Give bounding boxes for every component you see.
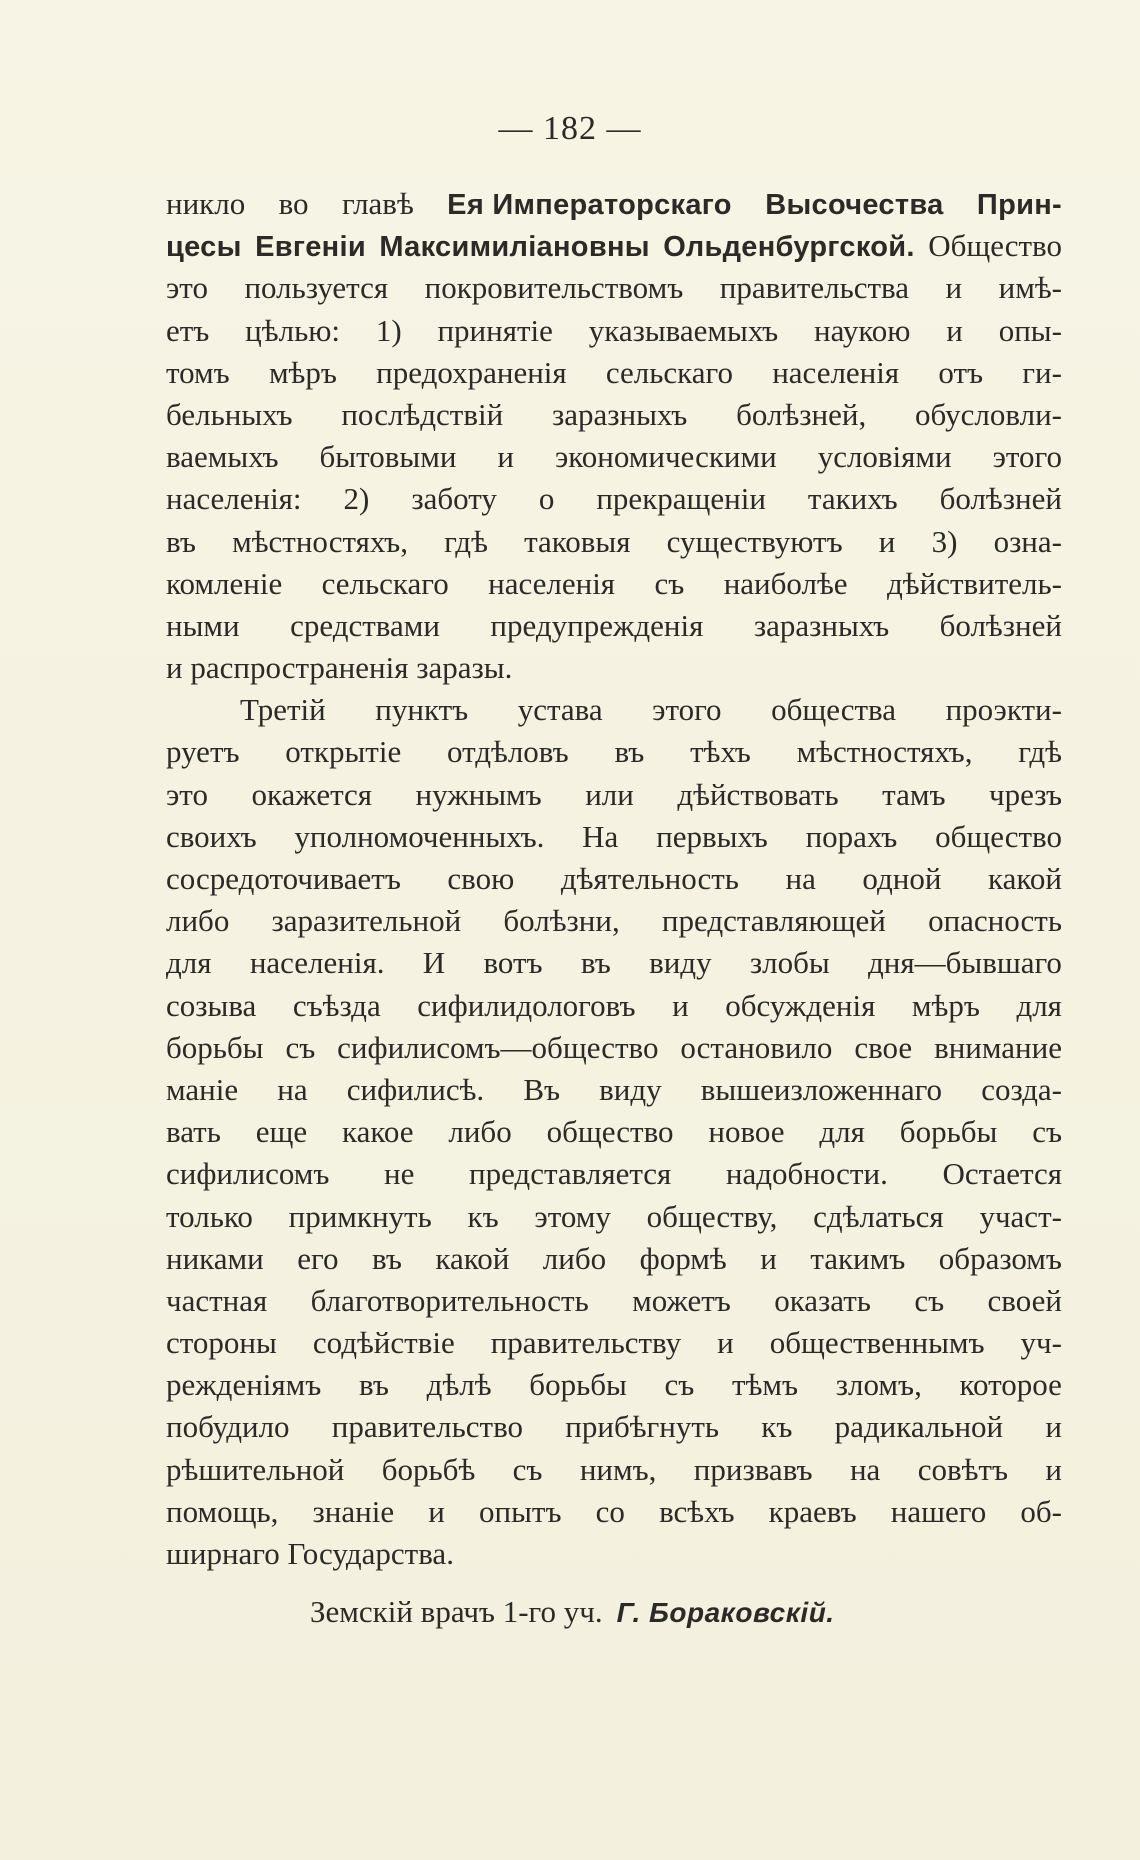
word: бельныхъ: [166, 396, 293, 432]
text-line: [166, 1027, 1062, 1069]
word: уч-: [1020, 1325, 1062, 1361]
word: средствами: [290, 607, 440, 643]
word: заразныхъ: [753, 607, 890, 643]
word: одной: [862, 861, 942, 896]
word: борьбѣ: [381, 1451, 476, 1487]
word: къ: [761, 1409, 793, 1445]
word: стороны: [166, 1325, 277, 1361]
word: частная: [166, 1282, 268, 1318]
paragraph-2: [166, 689, 1062, 1575]
word: дѣйствовать: [677, 776, 839, 812]
word: Евгеніи: [255, 231, 366, 264]
word: гдѣ: [1018, 734, 1062, 770]
word: на: [849, 1451, 881, 1487]
word: населенія: [772, 354, 900, 390]
word: въ: [614, 734, 645, 770]
word: правительства: [719, 270, 910, 306]
word: населенія:: [166, 481, 302, 517]
word: оказать: [774, 1282, 871, 1318]
word: виду: [649, 945, 712, 981]
word: для: [819, 1114, 865, 1150]
word: сельскаго: [321, 565, 449, 601]
word: нимъ,: [579, 1451, 657, 1487]
word: радикальной: [834, 1409, 1004, 1445]
word: сифилисѣ.: [346, 1071, 485, 1107]
word: участ-: [979, 1198, 1062, 1234]
word: его: [297, 1240, 339, 1276]
word: обусловли-: [915, 396, 1062, 432]
word: населенія.: [249, 945, 385, 981]
word: опытъ: [479, 1493, 562, 1529]
word: отдѣловъ: [446, 734, 569, 770]
word: свое: [854, 1029, 913, 1065]
word: тѣхъ: [690, 734, 751, 770]
word: надобности.: [725, 1156, 888, 1192]
word: сельскаго: [605, 354, 733, 390]
word: етъ: [166, 312, 210, 348]
word: обсужденія: [725, 987, 876, 1023]
word: образомъ: [938, 1240, 1062, 1276]
word: виду: [599, 1071, 662, 1107]
page-number: — 182 —: [498, 110, 642, 147]
word: опы-: [998, 312, 1062, 348]
word: заботу: [411, 481, 497, 517]
word: правительство: [331, 1409, 524, 1445]
word: никами: [166, 1240, 264, 1276]
word: предупрежденія: [490, 607, 704, 643]
word: пунктъ: [375, 692, 469, 728]
text-line: [166, 267, 1062, 309]
word: зломъ,: [835, 1367, 922, 1403]
word: Прин-: [976, 189, 1062, 221]
word: и: [878, 523, 896, 559]
word: мѣстностяхъ,: [232, 523, 408, 559]
text-line: [166, 1280, 1062, 1322]
word: опасность: [928, 903, 1062, 939]
word: болѣзней: [939, 607, 1062, 643]
word: еще: [255, 1114, 308, 1150]
word: И: [422, 945, 446, 981]
word: или: [585, 776, 634, 812]
word: какой: [988, 861, 1062, 896]
word: окажется: [251, 776, 373, 812]
word: вышеизложеннаго: [700, 1071, 943, 1107]
word: главѣ: [341, 186, 414, 221]
word: и: [717, 1325, 734, 1361]
word: съ: [285, 1029, 316, 1065]
word: прекращеніи: [596, 481, 766, 517]
word: таковыя: [524, 523, 631, 559]
word: и: [1045, 1409, 1062, 1445]
word: общества: [771, 692, 897, 728]
word: борьбы: [529, 1367, 627, 1403]
word: либо: [166, 903, 230, 939]
text-line: [166, 1322, 1062, 1364]
word: Ея Императорскаго: [447, 189, 732, 221]
word: съ: [512, 1451, 543, 1487]
text-block: [166, 183, 1062, 1575]
word: свою: [447, 861, 515, 896]
word: ги-: [1022, 354, 1062, 390]
word: комленіе: [166, 565, 283, 601]
word: въ: [166, 523, 196, 559]
word: это: [166, 776, 208, 812]
word: созыва: [166, 987, 257, 1023]
word: мѣръ: [911, 987, 980, 1023]
word: устава: [517, 692, 603, 728]
text-line: [166, 1069, 1062, 1111]
word: съ: [654, 565, 685, 601]
text-line: [166, 310, 1062, 352]
word: открытіе: [285, 734, 402, 770]
word: пользуется: [244, 270, 389, 306]
word: предохраненія: [376, 354, 567, 390]
word: Въ: [523, 1071, 561, 1107]
word: томъ: [166, 354, 230, 390]
word: болѣзней,: [736, 396, 867, 432]
word: указываемыхъ: [588, 312, 779, 348]
word: какой: [435, 1240, 510, 1276]
word: наукою: [814, 312, 911, 348]
word: формѣ: [639, 1240, 727, 1276]
word: ными: [166, 607, 240, 643]
word: и: [946, 312, 963, 348]
word: 3): [931, 523, 958, 559]
word: цѣлью:: [245, 312, 340, 348]
word: какое: [342, 1114, 414, 1150]
word: помощь,: [166, 1493, 279, 1529]
word: въ: [580, 945, 611, 981]
text-line: [166, 1533, 1062, 1575]
word: только: [166, 1198, 253, 1234]
word: общество: [935, 818, 1062, 854]
word: которое: [959, 1367, 1062, 1403]
word: въ: [371, 1240, 402, 1276]
word: ваемыхъ: [166, 439, 279, 475]
word: экономическими: [554, 439, 777, 475]
word: это: [166, 270, 208, 306]
word: послѣдствій: [341, 396, 504, 432]
text-line: [166, 1196, 1062, 1238]
text-line: [166, 605, 1062, 647]
word: этого: [992, 439, 1062, 475]
text-line: [166, 521, 1062, 563]
word: съ: [1032, 1114, 1062, 1150]
word: рѣшительной: [166, 1451, 345, 1487]
signature: [310, 1594, 835, 1630]
word: для: [1016, 987, 1062, 1023]
word: знаніе: [312, 1493, 395, 1529]
word: борьбы: [899, 1114, 998, 1150]
text-line: [166, 1153, 1062, 1195]
word: нашего: [890, 1493, 987, 1529]
word: не: [384, 1156, 415, 1192]
text-line: [166, 183, 1062, 225]
word: всѣхъ: [659, 1493, 735, 1529]
word: остановило: [680, 1029, 833, 1065]
word: ширнаго Государства.: [166, 1536, 454, 1571]
word: населенія: [488, 565, 616, 601]
text-line: [166, 1364, 1062, 1406]
text-line: [166, 436, 1062, 478]
word: тѣмъ: [732, 1367, 799, 1403]
word: проэкти-: [945, 692, 1062, 728]
word: заразительной: [271, 903, 462, 939]
word: болѣзни,: [503, 903, 620, 939]
text-line: [166, 478, 1062, 520]
word: существуютъ: [666, 523, 843, 559]
word: обществу,: [646, 1198, 778, 1234]
word: общественнымъ: [769, 1325, 985, 1361]
signature-name: Г. Бораковскій.: [616, 1597, 835, 1628]
word: съѣзда: [292, 987, 381, 1023]
text-line: [166, 225, 1062, 267]
text-line: [166, 1449, 1062, 1491]
text-line: [166, 816, 1062, 858]
word: и: [428, 1493, 445, 1529]
word: чрезъ: [989, 776, 1062, 812]
word: цесы: [166, 231, 242, 264]
word: о: [538, 481, 555, 517]
word: порахъ: [805, 818, 898, 854]
word: озна-: [993, 523, 1062, 559]
word: первыхъ: [656, 818, 768, 854]
text-line: [166, 352, 1062, 394]
word: примкнуть: [288, 1198, 432, 1234]
text-line: [166, 774, 1062, 816]
word: уполномоченныхъ.: [294, 818, 545, 854]
word: своей: [987, 1282, 1062, 1318]
word: на: [785, 861, 816, 896]
word: маніе: [166, 1071, 239, 1107]
word: сифилисомъ—общество: [337, 1029, 659, 1065]
word: болѣзней: [939, 481, 1062, 517]
word: побудило: [166, 1409, 290, 1445]
word: и распространенія заразы.: [166, 650, 513, 686]
word: и: [1045, 1451, 1062, 1487]
word: принятіе: [437, 312, 553, 348]
word: условіями: [817, 439, 952, 475]
word: Высочества: [765, 189, 944, 221]
word: злобы: [749, 945, 830, 981]
word: Общество: [928, 228, 1062, 264]
word: На: [582, 818, 619, 854]
word: правительству: [490, 1325, 682, 1361]
word: режденіямъ: [166, 1367, 322, 1403]
word: мѣръ: [268, 354, 337, 390]
text-line: [166, 1406, 1062, 1448]
text-line: [166, 394, 1062, 436]
text-line: [166, 1238, 1062, 1280]
word: отъ: [938, 354, 984, 390]
text-line: [166, 942, 1062, 984]
word: сифилисомъ: [166, 1156, 330, 1192]
text-line: [166, 900, 1062, 942]
word: представляющей: [661, 903, 886, 939]
word: мѣстностяхъ,: [796, 734, 973, 770]
word: сдѣлаться: [813, 1198, 944, 1234]
word: дня—бывшаго: [868, 945, 1062, 981]
word: 1): [375, 312, 402, 348]
word: 2): [343, 481, 370, 517]
word: и: [497, 439, 514, 475]
word: борьбы: [166, 1029, 264, 1065]
text-line: [166, 1491, 1062, 1533]
word: въ: [359, 1367, 389, 1403]
word: никло: [166, 186, 246, 221]
text-line: [166, 985, 1062, 1027]
word: краевъ: [768, 1493, 857, 1529]
word: этого: [652, 692, 722, 728]
word: гдѣ: [444, 523, 488, 559]
word: внимание: [934, 1029, 1062, 1065]
text-line: [166, 858, 1062, 900]
word: такимъ: [810, 1240, 906, 1276]
word: дѣлѣ: [426, 1367, 492, 1403]
word: и: [760, 1240, 777, 1276]
word: своихъ: [166, 818, 257, 854]
word: созда-: [981, 1071, 1062, 1107]
word: совѣтъ: [917, 1451, 1009, 1487]
word: Третій: [240, 692, 326, 728]
text-line: [166, 1111, 1062, 1153]
word: съ: [914, 1282, 945, 1318]
word: имѣ-: [998, 270, 1062, 306]
text-line: [166, 647, 1062, 689]
word: общество: [546, 1114, 674, 1150]
word: прибѣгнуть: [565, 1409, 720, 1445]
word: новое: [708, 1114, 785, 1150]
word: такихъ: [807, 481, 898, 517]
word: нужнымъ: [415, 776, 542, 812]
word: представляется: [468, 1156, 672, 1192]
word: дѣятельность: [560, 861, 739, 896]
word: Остается: [942, 1156, 1062, 1192]
word: содѣйствіе: [312, 1325, 455, 1361]
word: дѣйствитель-: [887, 565, 1062, 601]
word: Ольденбургской.: [663, 231, 915, 264]
word: къ: [467, 1198, 499, 1234]
text-line: [166, 563, 1062, 605]
word: можетъ: [632, 1282, 731, 1318]
word: призвавъ: [693, 1451, 813, 1487]
word: со: [595, 1493, 625, 1529]
word: и: [672, 987, 689, 1023]
word: для: [166, 945, 212, 981]
word: вать: [166, 1114, 221, 1150]
word: во: [278, 186, 309, 221]
word: тамъ: [882, 776, 946, 812]
word: на: [277, 1071, 308, 1107]
signature-title: Земскій врачъ 1-го уч.: [310, 1594, 603, 1629]
word: этому: [534, 1198, 611, 1234]
word: сосредоточиваетъ: [166, 861, 401, 896]
word: либо: [542, 1240, 607, 1276]
paragraph-1: [166, 183, 1062, 689]
word: об-: [1020, 1493, 1062, 1529]
word: покровительствомъ: [424, 270, 684, 306]
word: и: [945, 270, 963, 306]
word: бытовыми: [319, 439, 457, 475]
word: Максимиліановны: [379, 231, 650, 264]
text-line: [166, 689, 1062, 731]
word: съ: [664, 1367, 695, 1403]
word: наиболѣе: [723, 565, 848, 601]
word: либо: [448, 1114, 512, 1150]
word: заразныхъ: [552, 396, 688, 432]
text-line: [166, 731, 1062, 773]
word: благотворительность: [310, 1282, 589, 1318]
word: сифилидологовъ: [417, 987, 636, 1023]
word: руетъ: [166, 734, 240, 770]
word: вотъ: [483, 945, 543, 981]
